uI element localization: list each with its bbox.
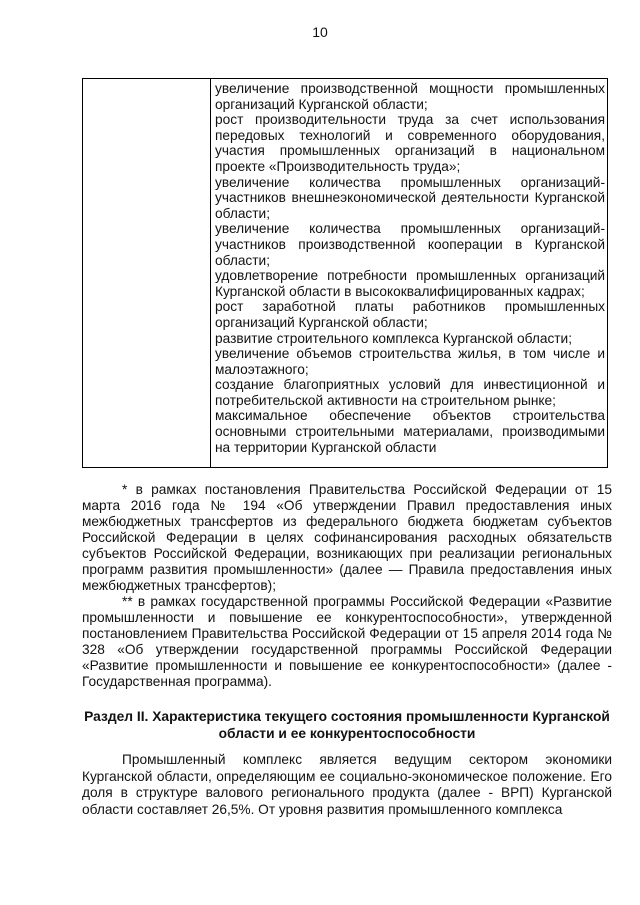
list-item: увеличение объемов строительства жилья, в том числе и малоэтажного; <box>215 346 605 377</box>
footnotes <box>82 482 612 690</box>
continuation-table <box>82 78 608 468</box>
list-item: развитие строительного комплекса Курганской области; <box>215 330 573 346</box>
list-item: увеличение количества промышленных организаций-участников внешнеэкономической деятельности Курганской области; <box>215 174 605 221</box>
section-title-line-2: области и ее конкурентоспособности <box>218 726 476 741</box>
list-item: рост заработной платы работников промышленных организаций Курганской области; <box>215 299 605 330</box>
body-paragraph: Промышленный комплекс является ведущим сектором экономики Курганской области, определяющим ее социально-экономическое положение. Его доля в структуре валового регионального продукта (далее - ВРП) Курганской области составляет 26,5%. От уровня развития промышленного комплекса <box>82 752 612 817</box>
body-text <box>82 752 612 818</box>
list-item: увеличение производственной мощности промышленных организаций Курганской области; <box>215 81 605 112</box>
footnote-single-asterisk: * в рамках постановления Правительства Российской Федерации от 15 марта 2016 года № 194 «Об утверждении Правил предоставления иных межбюджетных трансфертов из федерального бюджета бюджетам субъектов Российской Федерации в целях софинансирования расходных обязательств субъектов Российской Федерации, возникающих при реализации региональных программ развития промышленности» (далее — Правила предоставления иных межбюджетных трансфертов); <box>82 482 612 593</box>
list-item: максимальное обеспечение объектов строительства основными строительными материалами, производимыми на территории Курганской области <box>215 408 605 455</box>
section-title <box>82 708 612 742</box>
list-item: создание благоприятных условий для инвестиционной и потребительской активности на строительном рынке; <box>215 377 605 408</box>
list-item: увеличение количества промышленных организаций-участников производственной кооперации в Курганской области; <box>215 221 605 268</box>
page-number: 10 <box>312 24 328 40</box>
list-item: удовлетворение потребности промышленных организаций Курганской области в высококвалифицированных кадрах; <box>215 268 605 299</box>
footnote-double-asterisk: ** в рамках государственной программы Российской Федерации «Развитие промышленности и повышение ее конкурентоспособности», утвержденной постановлением Правительства Российской Федерации от 15 апреля 2014 года № 328 «Об утверждении государственной программы Российской Федерации «Развитие промышленности и повышение ее конкурентоспособности» (далее - Государственная программа). <box>82 594 612 689</box>
table-left-cell <box>83 79 211 467</box>
table-right-cell <box>215 81 605 455</box>
list-item: рост производительности труда за счет использования передовых технологий и современного оборудования, участия промышленных организаций в национальном проекте «Производительность труда»; <box>215 112 605 174</box>
section-title-line-1: Раздел II. Характеристика текущего состояния промышленности Курганской <box>84 709 610 724</box>
